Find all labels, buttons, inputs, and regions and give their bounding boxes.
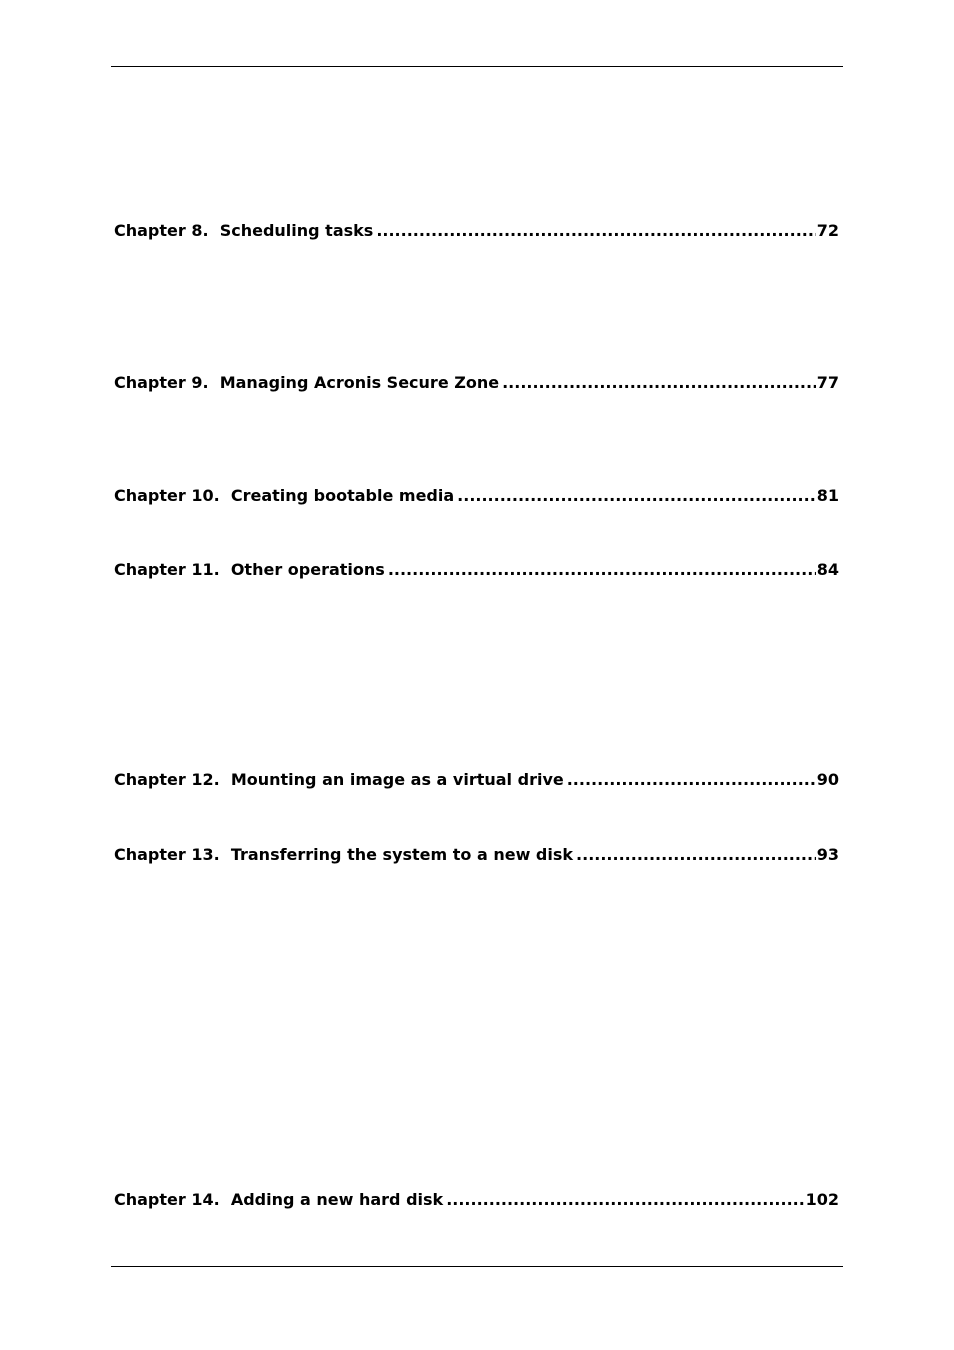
toc-entry-chapter-14[interactable] xyxy=(114,1189,839,1211)
dot-leader xyxy=(446,1189,804,1211)
toc-entry-label: Chapter 9. Managing Acronis Secure Zone xyxy=(114,373,500,392)
toc-entry-chapter-8[interactable] xyxy=(114,220,839,242)
toc-entry-label: Chapter 11. Other operations xyxy=(114,560,385,579)
dot-leader xyxy=(576,844,816,866)
toc-entry-chapter-13[interactable] xyxy=(114,844,839,866)
toc-page-number: 77 xyxy=(816,373,839,392)
header-rule xyxy=(111,66,843,67)
toc-entry-chapter-10[interactable] xyxy=(114,485,839,507)
dot-leader xyxy=(567,769,816,791)
toc-entry-label: Chapter 13. Transferring the system to a new disk xyxy=(114,845,574,864)
toc-page-number: 93 xyxy=(816,845,839,864)
toc-page-number: 84 xyxy=(816,560,839,579)
toc-entry-label: Chapter 14. Adding a new hard disk xyxy=(114,1190,444,1209)
toc-page-number: 90 xyxy=(816,770,839,789)
dot-leader xyxy=(376,220,815,242)
toc-entry-label: Chapter 10. Creating bootable media xyxy=(114,486,455,505)
dot-leader xyxy=(388,559,816,581)
toc-entry-chapter-11[interactable] xyxy=(114,559,839,581)
toc-entry-chapter-9[interactable] xyxy=(114,372,839,394)
toc-page-number: 81 xyxy=(816,486,839,505)
toc-entry-label: Chapter 8. Scheduling tasks xyxy=(114,221,374,240)
toc-entry-chapter-12[interactable] xyxy=(114,769,839,791)
dot-leader xyxy=(457,485,816,507)
toc-page-number: 72 xyxy=(816,221,839,240)
footer-rule xyxy=(111,1266,843,1267)
dot-leader xyxy=(502,372,816,394)
toc-entry-label: Chapter 12. Mounting an image as a virtual drive xyxy=(114,770,564,789)
toc-page-number: 102 xyxy=(805,1190,839,1209)
